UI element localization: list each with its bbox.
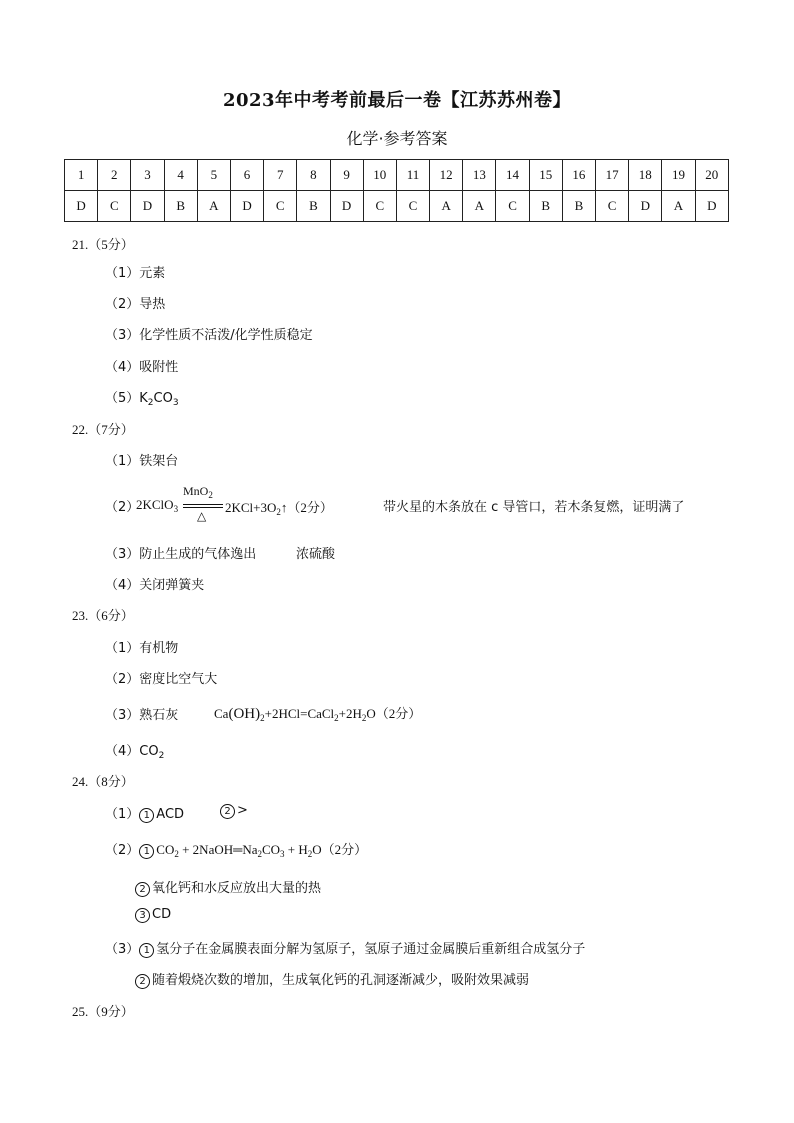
- question-23-heading: 23.（6分）: [72, 608, 134, 623]
- q23-answer-1: （1）有机物: [105, 641, 179, 656]
- question-25-heading: 25.（9分）: [72, 1004, 134, 1019]
- answer-table-number-row: [65, 160, 729, 191]
- circled-number-icon: 2: [220, 804, 235, 819]
- q23-a3-eq-b-sub: 2: [260, 713, 265, 723]
- question-number-cell: 17: [596, 160, 629, 191]
- answer-table-answer-row: [65, 191, 729, 222]
- q23-a4-prefix: （4）CO: [105, 744, 159, 759]
- question-21-heading: 21.（5分）: [72, 237, 134, 252]
- question-number-cell: 3: [131, 160, 164, 191]
- q22-a2-eq-left-sub: 3: [173, 504, 179, 514]
- q24-answer-3: [105, 938, 585, 958]
- reaction-arrow-bar-2: [183, 507, 223, 508]
- question-number-cell: 5: [197, 160, 230, 191]
- q22-a2-catalyst-sub: 2: [208, 490, 213, 500]
- answer-cell: B: [562, 191, 595, 222]
- q24-answer-3-part2: [135, 969, 529, 989]
- question-24-heading: 24.（8分）: [72, 774, 134, 789]
- q24-a2-eq-c-sub: 3: [280, 849, 285, 859]
- q21-answer-4: （4）吸附性: [105, 360, 179, 375]
- question-22-heading: 22.（7分）: [72, 422, 134, 437]
- q24-a1-prefix: （1）: [105, 807, 140, 822]
- question-number-cell: 11: [396, 160, 429, 191]
- answer-cell: B: [297, 191, 330, 222]
- answer-cell: D: [330, 191, 363, 222]
- q24-answer-1: [105, 803, 184, 823]
- answer-cell: C: [363, 191, 396, 222]
- q24-a2-part2: 氧化钙和水反应放出大量的热: [152, 881, 322, 896]
- answer-cell: C: [98, 191, 131, 222]
- question-number-cell: 18: [629, 160, 662, 191]
- question-number-cell: 2: [98, 160, 131, 191]
- q21-a5-sub2: 3: [172, 398, 179, 408]
- q23-a3-equation: [214, 703, 421, 723]
- answer-cell: C: [264, 191, 297, 222]
- q21-answer-2: （2）导热: [105, 297, 166, 312]
- q22-answer-2-extra: 带火星的木条放在 c 导管口，若木条复燃，证明满了: [383, 500, 685, 515]
- q22-a2-eq-right-sub: 2: [276, 507, 281, 517]
- q24-answer-1-part2: [220, 803, 248, 819]
- q24-answer-2: [105, 839, 367, 859]
- q23-a3-eq-e: O（2分）: [366, 706, 422, 721]
- answer-cell: D: [65, 191, 98, 222]
- answer-cell: A: [197, 191, 230, 222]
- q22-answer-3-extra: 浓硫酸: [296, 547, 336, 562]
- q23-answer-2: （2）密度比空气大: [105, 672, 218, 687]
- page-title: 2023年中考考前最后一卷【江苏苏州卷】: [222, 90, 572, 111]
- q23-a3-eq-a: Ca: [214, 706, 229, 721]
- q22-a2-catalyst-text: MnO: [183, 484, 209, 498]
- q23-a3-eq-c: +2HCl=CaCl: [264, 706, 335, 721]
- question-number-cell: 15: [529, 160, 562, 191]
- q22-answer-3: （3）防止生成的气体逸出: [105, 547, 257, 562]
- circled-number-icon: 1: [139, 943, 154, 958]
- q22-a2-eq-left-text: 2KClO: [136, 497, 174, 512]
- q22-answer-1: （1）铁架台: [105, 454, 179, 469]
- question-number-cell: 14: [496, 160, 529, 191]
- q24-a2-part3: CD: [152, 907, 172, 922]
- q24-a3-part2: 随着煅烧次数的增加，生成氧化钙的孔洞逐渐减少，吸附效果减弱: [152, 973, 530, 988]
- q24-a2-eq-d-sub: 2: [307, 849, 313, 859]
- q23-a3-eq-c-sub: 2: [334, 713, 339, 723]
- page-subtitle: 化学·参考答案: [346, 129, 448, 148]
- question-number-cell: 9: [330, 160, 363, 191]
- answer-cell: D: [629, 191, 662, 222]
- q24-a1-part2: >: [237, 803, 248, 818]
- q21-a5-mid: CO: [153, 391, 173, 406]
- q24-a3-part1: 氢分子在金属膜表面分解为氢原子，氢原子通过金属膜后重新组合成氢分子: [156, 942, 586, 957]
- circled-number-icon: 1: [139, 808, 154, 823]
- q24-a2-eq-a: CO: [156, 842, 175, 857]
- q22-a2-eq-right-text: 2KCl+3O: [225, 500, 277, 515]
- question-number-cell: 10: [363, 160, 396, 191]
- answer-cell: D: [131, 191, 164, 222]
- question-number-cell: 7: [264, 160, 297, 191]
- q23-answer-4: [105, 740, 164, 761]
- q23-a3-eq-d: +2H: [338, 706, 362, 721]
- q24-a1-part1: ACD: [156, 807, 185, 822]
- q24-answer-2-part2: [135, 877, 321, 897]
- q22-a2-equation-left: [136, 497, 178, 514]
- q23-a4-sub: 2: [158, 751, 165, 761]
- answer-cell: B: [529, 191, 562, 222]
- q24-a2-eq-d: + H: [284, 842, 308, 857]
- q24-a2-prefix: （2）: [105, 843, 140, 858]
- question-number-cell: 8: [297, 160, 330, 191]
- answer-cell: A: [430, 191, 463, 222]
- q21-answer-5: [105, 387, 179, 408]
- q21-answer-3: （3）化学性质不活泼/化学性质稳定: [105, 328, 313, 343]
- circled-number-icon: 3: [135, 908, 150, 923]
- answer-cell: C: [396, 191, 429, 222]
- answer-cell: A: [463, 191, 496, 222]
- question-number-cell: 19: [662, 160, 695, 191]
- q21-a5-sub1: 2: [147, 398, 154, 408]
- q22-a2-prefix: （2）: [105, 500, 140, 515]
- q24-a3-prefix: （3）: [105, 942, 140, 957]
- q23-answer-3: （3）熟石灰: [105, 708, 179, 723]
- answer-cell: B: [164, 191, 197, 222]
- q22-a2-catalyst: [183, 484, 213, 500]
- question-number-cell: 16: [562, 160, 595, 191]
- q24-a2-eq-b: + 2NaOH═Na: [178, 842, 258, 857]
- answer-cell: C: [596, 191, 629, 222]
- q24-a2-eq-a-sub: 2: [174, 849, 179, 859]
- q24-a2-eq-c: CO: [261, 842, 281, 857]
- question-number-cell: 1: [65, 160, 98, 191]
- q24-a2-eq-e: O（2分）: [312, 842, 368, 857]
- question-number-cell: 13: [463, 160, 496, 191]
- reaction-arrow-bar: [183, 504, 223, 505]
- answer-cell: D: [695, 191, 728, 222]
- q24-a2-eq-b-sub: 2: [257, 849, 262, 859]
- circled-number-icon: 2: [135, 882, 150, 897]
- question-number-cell: 12: [430, 160, 463, 191]
- circled-number-icon: 2: [135, 974, 150, 989]
- q21-answer-1: （1）元素: [105, 266, 166, 281]
- answer-cell: A: [662, 191, 695, 222]
- circled-number-icon: 1: [139, 844, 154, 859]
- q22-a2-equation-right: [225, 497, 333, 517]
- q23-a3-eq-b: (OH): [228, 706, 261, 722]
- q21-a5-prefix: （5）K: [105, 391, 148, 406]
- answer-cell: C: [496, 191, 529, 222]
- answer-cell: D: [230, 191, 263, 222]
- q23-a3-eq-d-sub: 2: [361, 713, 367, 723]
- question-number-cell: 4: [164, 160, 197, 191]
- question-number-cell: 6: [230, 160, 263, 191]
- q22-answer-4: （4）关闭弹簧夹: [105, 578, 205, 593]
- question-number-cell: 20: [695, 160, 728, 191]
- q22-a2-heat: △: [197, 509, 207, 523]
- answer-table: [64, 159, 729, 222]
- q24-answer-2-part3: [135, 907, 171, 923]
- q22-a2-gas-arrow: ↑（2分）: [280, 500, 333, 515]
